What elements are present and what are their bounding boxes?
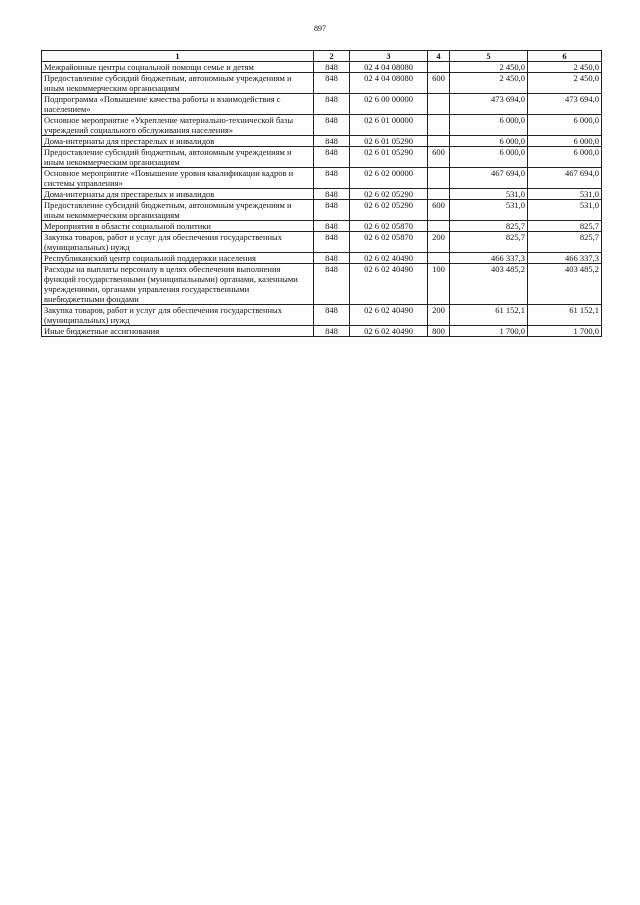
row-amount-2: 61 152,1 (528, 305, 602, 326)
column-header-3: 3 (350, 51, 428, 62)
table-row (42, 326, 602, 337)
row-target-code: 02 6 02 40490 (350, 305, 428, 326)
row-amount-2: 825,7 (528, 221, 602, 232)
row-amount-1: 825,7 (450, 221, 528, 232)
table-row (42, 189, 602, 200)
row-amount-2: 6 000,0 (528, 115, 602, 136)
table-row (42, 147, 602, 168)
row-expense-type: 600 (428, 73, 450, 94)
row-name: Подпрограмма «Повышение качества работы и взаимодействия с населением» (42, 94, 314, 115)
row-target-code: 02 6 01 05290 (350, 147, 428, 168)
row-amount-2: 2 450,0 (528, 73, 602, 94)
row-amount-2: 473 694,0 (528, 94, 602, 115)
column-header-2: 2 (314, 51, 350, 62)
row-amount-2: 1 700,0 (528, 326, 602, 337)
column-header-1: 1 (42, 51, 314, 62)
row-ministry-code: 848 (314, 221, 350, 232)
row-target-code: 02 6 02 05870 (350, 221, 428, 232)
row-target-code: 02 6 02 05290 (350, 200, 428, 221)
row-name: Дома-интернаты для престарелых и инвалидов (42, 136, 314, 147)
row-amount-1: 1 700,0 (450, 326, 528, 337)
table-row (42, 253, 602, 264)
table-body (42, 62, 602, 337)
row-ministry-code: 848 (314, 305, 350, 326)
row-amount-1: 531,0 (450, 200, 528, 221)
row-name: Основное мероприятие «Повышение уровня квалификации кадров и системы управления» (42, 168, 314, 189)
row-ministry-code: 848 (314, 115, 350, 136)
row-target-code: 02 6 01 05290 (350, 136, 428, 147)
row-amount-1: 473 694,0 (450, 94, 528, 115)
row-name: Предоставление субсидий бюджетным, автономным учреждениям и иным некоммерческим организациям (42, 147, 314, 168)
row-amount-2: 466 337,3 (528, 253, 602, 264)
row-ministry-code: 848 (314, 73, 350, 94)
row-amount-1: 6 000,0 (450, 115, 528, 136)
row-amount-2: 403 485,2 (528, 264, 602, 305)
row-amount-1: 6 000,0 (450, 147, 528, 168)
column-header-6: 6 (528, 51, 602, 62)
table-header (42, 51, 602, 62)
row-name: Мероприятия в области социальной политики (42, 221, 314, 232)
row-target-code: 02 6 02 05870 (350, 232, 428, 253)
row-expense-type: 200 (428, 232, 450, 253)
column-header-4: 4 (428, 51, 450, 62)
table-row (42, 115, 602, 136)
row-expense-type: 100 (428, 264, 450, 305)
row-target-code: 02 6 00 00000 (350, 94, 428, 115)
row-amount-2: 2 450,0 (528, 62, 602, 73)
row-expense-type (428, 136, 450, 147)
column-header-5: 5 (450, 51, 528, 62)
table-row (42, 73, 602, 94)
row-expense-type: 600 (428, 147, 450, 168)
row-ministry-code: 848 (314, 62, 350, 73)
page-number: 897 (314, 24, 326, 33)
row-expense-type (428, 94, 450, 115)
row-amount-1: 61 152,1 (450, 305, 528, 326)
row-amount-2: 531,0 (528, 189, 602, 200)
row-amount-2: 825,7 (528, 232, 602, 253)
row-expense-type (428, 221, 450, 232)
row-expense-type (428, 189, 450, 200)
row-target-code: 02 6 02 40490 (350, 253, 428, 264)
row-amount-1: 2 450,0 (450, 62, 528, 73)
row-amount-1: 825,7 (450, 232, 528, 253)
table-row (42, 94, 602, 115)
row-amount-1: 6 000,0 (450, 136, 528, 147)
table-row (42, 200, 602, 221)
row-name: Дома-интернаты для престарелых и инвалидов (42, 189, 314, 200)
table-row (42, 221, 602, 232)
row-ministry-code: 848 (314, 200, 350, 221)
row-expense-type: 200 (428, 305, 450, 326)
row-name: Межрайонные центры социальной помощи семье и детям (42, 62, 314, 73)
row-ministry-code: 848 (314, 147, 350, 168)
table-row (42, 232, 602, 253)
row-name: Предоставление субсидий бюджетным, автономным учреждениям и иным некоммерческим организациям (42, 73, 314, 94)
row-ministry-code: 848 (314, 253, 350, 264)
row-name: Предоставление субсидий бюджетным, автономным учреждениям и иным некоммерческим организациям (42, 200, 314, 221)
row-target-code: 02 4 04 08080 (350, 73, 428, 94)
row-ministry-code: 848 (314, 94, 350, 115)
row-amount-1: 403 485,2 (450, 264, 528, 305)
row-target-code: 02 6 02 40490 (350, 326, 428, 337)
row-expense-type (428, 115, 450, 136)
row-ministry-code: 848 (314, 168, 350, 189)
row-expense-type (428, 168, 450, 189)
row-target-code: 02 6 02 05290 (350, 189, 428, 200)
row-expense-type: 800 (428, 326, 450, 337)
row-amount-2: 467 694,0 (528, 168, 602, 189)
row-amount-2: 6 000,0 (528, 136, 602, 147)
row-expense-type: 600 (428, 200, 450, 221)
row-target-code: 02 6 01 00000 (350, 115, 428, 136)
row-name: Иные бюджетные ассигнования (42, 326, 314, 337)
row-target-code: 02 6 02 40490 (350, 264, 428, 305)
row-target-code: 02 4 04 08080 (350, 62, 428, 73)
table-row (42, 264, 602, 305)
row-name: Республиканский центр социальной поддержки населения (42, 253, 314, 264)
row-name: Расходы на выплаты персоналу в целях обеспечения выполнения функций государственными (муниципальными) органами, казенными учреждениями, органами управления государственными внебюджетными фондами (42, 264, 314, 305)
table-row (42, 62, 602, 73)
row-ministry-code: 848 (314, 326, 350, 337)
row-amount-1: 531,0 (450, 189, 528, 200)
row-ministry-code: 848 (314, 232, 350, 253)
row-amount-1: 2 450,0 (450, 73, 528, 94)
row-ministry-code: 848 (314, 264, 350, 305)
row-expense-type (428, 62, 450, 73)
row-name: Закупка товаров, работ и услуг для обеспечения государственных (муниципальных) нужд (42, 232, 314, 253)
table-row (42, 136, 602, 147)
budget-table (41, 50, 602, 337)
row-ministry-code: 848 (314, 136, 350, 147)
row-amount-1: 466 337,3 (450, 253, 528, 264)
table-row (42, 305, 602, 326)
row-amount-2: 6 000,0 (528, 147, 602, 168)
row-name: Основное мероприятие «Укрепление материально-технической базы учреждений социального обслуживания населения» (42, 115, 314, 136)
row-ministry-code: 848 (314, 189, 350, 200)
row-amount-2: 531,0 (528, 200, 602, 221)
row-target-code: 02 6 02 00000 (350, 168, 428, 189)
row-expense-type (428, 253, 450, 264)
header-row (42, 51, 602, 62)
row-name: Закупка товаров, работ и услуг для обеспечения государственных (муниципальных) нужд (42, 305, 314, 326)
row-amount-1: 467 694,0 (450, 168, 528, 189)
table-row (42, 168, 602, 189)
